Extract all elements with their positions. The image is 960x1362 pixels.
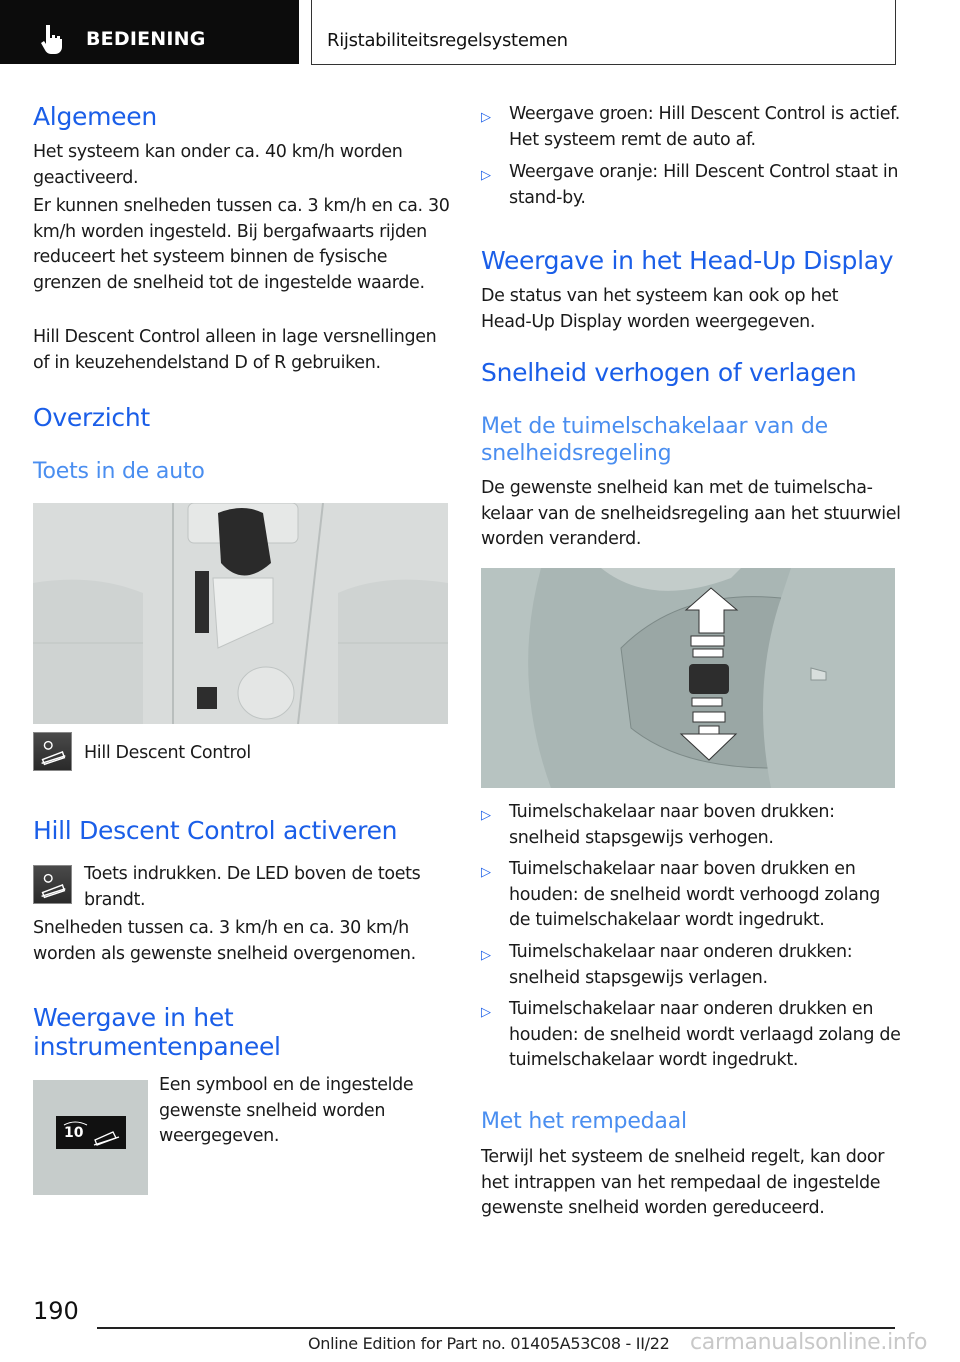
console-image: [33, 503, 448, 724]
paragraph: De gewenste snelheid kan met de tuimelschakelaar van de snelheidsregeling aan het stuurwiel worden veranderd.: [481, 478, 901, 549]
heading-hud: Weergave in het Head-Up Display: [481, 246, 894, 275]
paragraph: Een symbool en de ingestelde gewenste snelheid worden weergegeven.: [159, 1075, 414, 1146]
hill-descent-control-button-icon: [33, 865, 72, 904]
section-label: BEDIENING: [86, 28, 206, 50]
triangle-bullet-icon: ▷: [481, 948, 491, 963]
heading-overzicht: Overzicht: [33, 403, 150, 432]
list-item: ▷ Weergave groen: Hill Descent Control is actief. Het systeem remt de auto af.: [481, 102, 901, 153]
triangle-bullet-icon: ▷: [481, 865, 491, 880]
paragraph: Terwijl het systeem de snelheid regelt, kan door het intrappen van het rempedaal de ingestelde gewenste snelheid worden gereduceerd.: [481, 1147, 885, 1218]
heading-algemeen: Algemeen: [33, 102, 157, 131]
instrument-cluster-image: [33, 1080, 148, 1195]
pointing-hand-icon: [40, 24, 64, 54]
footer-divider: [97, 1327, 895, 1329]
paragraph: Hill Descent Control alleen in lage versnellingen of in keuzehendelstand D of R gebruiken.: [33, 327, 437, 373]
hill-descent-control-button-icon: [33, 732, 72, 771]
triangle-bullet-icon: ▷: [481, 168, 491, 183]
chapter-title: Rijstabiliteitsregelsystemen: [327, 30, 568, 51]
paragraph: De status van het systeem kan ook op het Head-Up Display worden weergegeven.: [481, 286, 839, 332]
paragraph: Het systeem kan onder ca. 40 km/h worden geactiveerd.: [33, 142, 403, 188]
list-item: ▷ Tuimelschakelaar naar boven drukken: snelheid stapsgewijs verhogen.: [481, 800, 901, 851]
heading-snelheid: Snelheid verhogen of verlagen: [481, 358, 857, 387]
list-item: ▷ Tuimelschakelaar naar onderen drukken en houden: de snelheid wordt verlaagd zolang de tuimelschakelaar wordt ingedrukt.: [481, 997, 901, 1074]
section-tab: [0, 0, 299, 64]
subheading-toets: Toets in de auto: [33, 459, 205, 484]
steering-wheel-image: [481, 568, 895, 788]
heading-instrumentenpaneel-2: instrumentenpaneel: [33, 1032, 281, 1061]
page-number: 190: [33, 1297, 79, 1325]
edition-info: Online Edition for Part no. 01405A53C08 - II/22: [308, 1334, 670, 1353]
list-item: ▷ Tuimelschakelaar naar boven drukken en houden: de snelheid wordt verhoogd zolang de tuimelschakelaar wordt ingedrukt.: [481, 857, 901, 934]
subheading-tuimelschakelaar: Met de tuimelschakelaar van de snelheidsregeling: [481, 414, 828, 466]
triangle-bullet-icon: ▷: [481, 1005, 491, 1020]
heading-instrumentenpaneel-1: Weergave in het: [33, 1003, 234, 1032]
icon-caption: Hill Descent Control: [84, 743, 251, 763]
paragraph: Toets indrukken. De LED boven de toets brandt.: [84, 864, 421, 910]
paragraph: Er kunnen snelheden tussen ca. 3 km/h en ca. 30 km/h worden ingesteld. Bij bergafwaarts rijden reduceert het systeem binnen de fysische grenzen de snelheid tot de ingestelde waarde.: [33, 196, 450, 293]
list-item: ▷ Tuimelschakelaar naar onderen drukken: snelheid stapsgewijs verlagen.: [481, 940, 901, 991]
triangle-bullet-icon: ▷: [481, 110, 491, 125]
triangle-bullet-icon: ▷: [481, 808, 491, 823]
list-item: ▷ Weergave oranje: Hill Descent Control staat in stand-by.: [481, 160, 901, 211]
watermark: carmanualsonline.info: [690, 1330, 928, 1355]
paragraph: Snelheden tussen ca. 3 km/h en ca. 30 km/h worden als gewenste snelheid overgenomen.: [33, 918, 416, 964]
hill-descent-display-icon: 10: [56, 1116, 126, 1149]
subheading-rempedaal: Met het rempedaal: [481, 1109, 687, 1134]
heading-activeren: Hill Descent Control activeren: [33, 816, 398, 845]
